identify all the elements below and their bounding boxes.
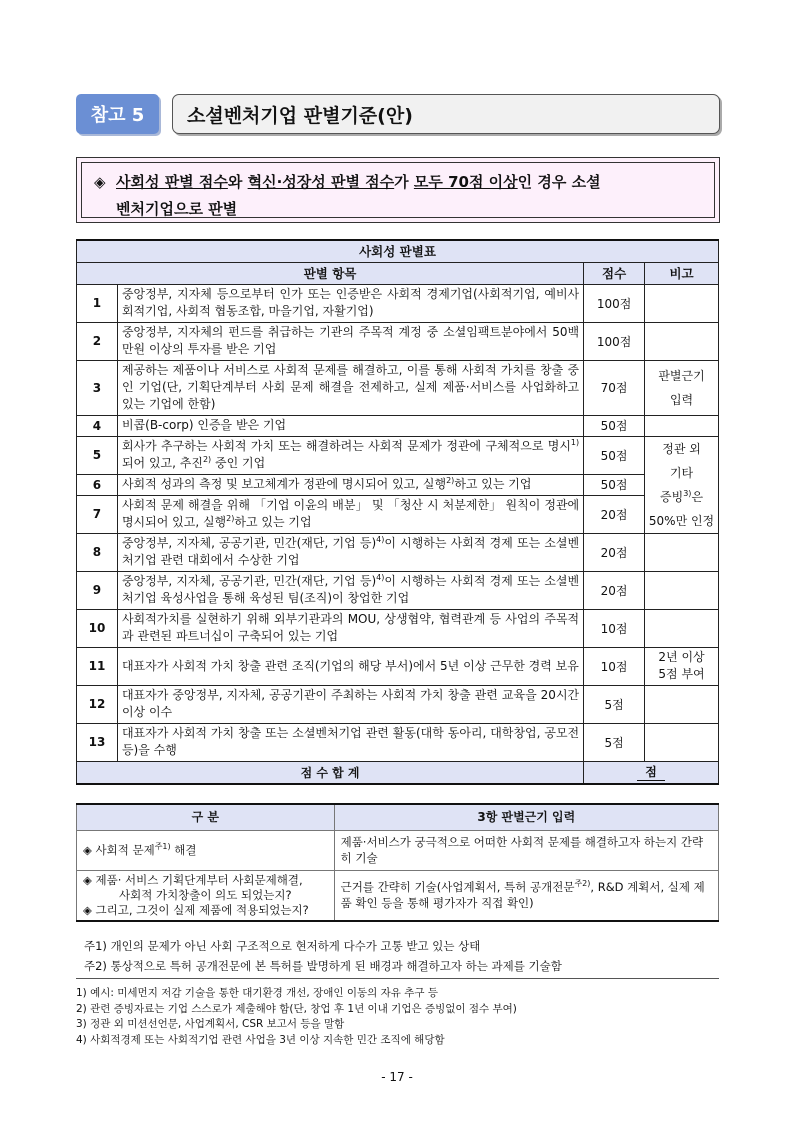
row-text — [117, 571, 583, 609]
table-row — [77, 571, 719, 609]
footnote-ref: 4) — [376, 535, 385, 544]
footnote-line: 3) 정관 외 미션선언문, 사업계획서, CSR 보고서 등을 말함 — [76, 1018, 345, 1030]
row-score: 100점 — [584, 284, 645, 322]
table-row — [77, 284, 719, 322]
footnote-ref: 2) — [226, 514, 235, 523]
table-row — [77, 647, 719, 685]
row-text-part: 이 시행하는 사회적 경제 또는 소셜벤처기업 육성사업을 통해 육성된 팀(조직)이 창업한 기업 — [121, 574, 580, 605]
row-number: 13 — [77, 723, 118, 761]
table-row — [77, 415, 719, 436]
row-number: 7 — [77, 495, 118, 533]
callout-text: 가 — [394, 173, 414, 191]
note-text: 50%만 인정 — [648, 513, 715, 528]
row-text — [117, 533, 583, 571]
criteria-callout — [76, 157, 720, 223]
category-text: ◈ 그리고, 그것이 실제 제품에 적용되었는지? — [83, 902, 309, 917]
callout-innovation-score: 혁신·성장성 판별 점수 — [247, 173, 395, 191]
category-text: ◈ 제품· 서비스 기획단계부터 사회문제해결, — [83, 872, 303, 887]
row-text — [117, 495, 583, 533]
total-label: 점 수 합 계 — [77, 761, 584, 784]
table-row — [77, 533, 719, 571]
footnote-line: 2) 관련 증빙자료는 기업 스스로가 제출해야 함(단, 창업 후 1년 이내 기업은 증빙없이 점수 부여) — [76, 1002, 517, 1015]
input-text: 근거를 간략히 기술(사업계획서, 특허 공개전문 — [340, 880, 575, 894]
row-input: 제품·서비스가 궁극적으로 어떠한 사회적 문제를 해결하고자 하는지 간략히 기술 — [334, 830, 718, 870]
footnote-ref: 2) — [202, 455, 212, 464]
row-text-part: 하고 있는 기업 — [454, 477, 532, 491]
col-header-item: 판별 항목 — [77, 262, 584, 284]
row-note — [645, 571, 719, 609]
row-score: 50점 — [584, 474, 645, 495]
row-note — [645, 322, 719, 360]
row-input — [334, 870, 718, 921]
footnote-ref: 2) — [446, 476, 455, 485]
table-row — [77, 360, 719, 415]
row-number: 5 — [77, 436, 118, 474]
row-text-part: 되어 있고, 추진 — [121, 456, 203, 470]
row-number: 2 — [77, 322, 118, 360]
criteria-input-table — [76, 803, 719, 922]
note-text: 판별근기 — [658, 368, 705, 383]
row-score: 20점 — [584, 533, 645, 571]
callout-social-score: 사회성 판별 점수 — [116, 173, 228, 191]
table-row — [77, 870, 719, 921]
row-number: 10 — [77, 609, 118, 647]
table-row — [77, 436, 719, 474]
footnote-ref: 1) — [570, 438, 580, 447]
table-row — [77, 830, 719, 870]
row-category — [77, 830, 335, 870]
table-notes — [84, 936, 562, 976]
note-text: 정관 외 — [662, 441, 701, 456]
col-header-category: 구 분 — [77, 804, 335, 830]
note-text: 5점 부여 — [658, 667, 705, 681]
reference-badge: 참고 5 — [76, 94, 159, 134]
callout-threshold: 모두 70점 이상 — [413, 173, 518, 191]
row-text-part: 중앙정부, 지자체, 공공기관, 민간(재단, 기업 등) — [121, 536, 377, 550]
row-note — [645, 436, 719, 533]
row-number: 12 — [77, 685, 118, 723]
row-text: 중앙정부, 지자체 등으로부터 인가 또는 인증받은 사회적 경제기업(사회적기업, 예비사회적기업, 사회적 협동조합, 마을기업, 자활기업) — [117, 284, 583, 322]
row-text-part: 회사가 추구하는 사회적 가치 또는 해결하려는 사회적 문제가 정관에 구체적으로 명시 — [121, 439, 571, 453]
footnote-ref: 4) — [376, 573, 385, 582]
footnote-line: 4) 사회적경제 또는 사회적기업 관련 사업을 3년 이상 지속한 민간 조직에 해당함 — [76, 1033, 445, 1046]
col-header-score: 점수 — [584, 262, 645, 284]
note-text: 은 — [691, 489, 704, 504]
row-score: 70점 — [584, 360, 645, 415]
row-score: 50점 — [584, 436, 645, 474]
footnote-ref: 주2) — [574, 879, 591, 889]
row-number: 1 — [77, 284, 118, 322]
table-row — [77, 322, 719, 360]
row-text — [117, 474, 583, 495]
row-text-part: 사회적 성과의 측정 및 보고체계가 정관에 명시되어 있고, 실행 — [121, 477, 447, 491]
note-text: 입력 — [669, 392, 694, 407]
row-note — [645, 647, 719, 685]
row-text — [117, 436, 583, 474]
callout-text: 와 — [227, 173, 248, 191]
row-text-part: 하고 있는 기업 — [234, 515, 312, 529]
row-category — [77, 870, 335, 921]
input-text: , R&D 계획서, 실제 제품 확인 등을 통해 평가자가 직접 확인) — [340, 880, 705, 910]
row-text-part: 중인 기업 — [211, 456, 266, 470]
row-note — [645, 284, 719, 322]
col-header-note: 비고 — [645, 262, 719, 284]
row-text: 대표자가 사회적 가치 창출 관련 조직(기업의 해당 부서)에서 5년 이상 근무한 경력 보유 — [117, 647, 583, 685]
diamond-bullet-icon: ◈ — [94, 173, 106, 191]
category-text: 사회적 가치창출이 의도 되었는지? — [118, 887, 292, 902]
row-note — [645, 360, 719, 415]
note-line: 주2) 통상적으로 특허 공개전문에 본 특허를 발명하게 된 배경과 해결하고자 하는 과제를 기술함 — [84, 959, 562, 973]
row-score: 20점 — [584, 495, 645, 533]
row-score: 5점 — [584, 723, 645, 761]
table-row — [77, 495, 719, 533]
row-text: 대표자가 사회적 가치 창출 또는 소셜벤처기업 관련 활동(대학 동아리, 대학창업, 공모전 등)을 수행 — [117, 723, 583, 761]
row-number: 4 — [77, 415, 118, 436]
page-number: - 17 - — [381, 1070, 413, 1084]
category-text: 해결 — [170, 842, 197, 857]
note-text: 증빙 — [660, 489, 684, 504]
table-title: 사회성 판별표 — [77, 240, 719, 262]
row-score: 20점 — [584, 571, 645, 609]
callout-line2: 벤처기업으로 판별 — [116, 200, 238, 218]
col-header-input: 3항 판별근기 입력 — [334, 804, 718, 830]
row-text-part: 중앙정부, 지자체, 공공기관, 민간(재단, 기업 등) — [121, 574, 377, 588]
note-text: 기타 — [669, 465, 694, 480]
footnote-ref: 주1) — [154, 841, 171, 851]
row-note — [645, 533, 719, 571]
row-text: 비콥(B-corp) 인증을 받은 기업 — [117, 415, 583, 436]
social-evaluation-table — [76, 239, 719, 785]
table-row — [77, 609, 719, 647]
row-score: 50점 — [584, 415, 645, 436]
total-value: 점 — [637, 763, 665, 781]
row-score: 10점 — [584, 609, 645, 647]
row-number: 9 — [77, 571, 118, 609]
row-note — [645, 609, 719, 647]
row-text: 제공하는 제품이나 서비스로 사회적 문제를 해결하고, 이를 통해 사회적 가치를 창출 중인 기업(단, 기획단계부터 사회 문제 해결을 전제하고, 실제 제품·서비스를 사업화하고 있는 기업에 한함) — [117, 360, 583, 415]
page-title: 소셜벤처기업 판별기준(안) — [172, 94, 720, 134]
note-line: 주1) 개인의 문제가 아닌 사회 구조적으로 현저하게 다수가 고통 받고 있는 상태 — [84, 939, 481, 953]
row-text: 대표자가 중앙정부, 지자체, 공공기관이 주최하는 사회적 가치 창출 관련 교육을 20시간 이상 이수 — [117, 685, 583, 723]
row-text-part: 이 시행하는 사회적 경제 또는 소셜벤처기업 관련 대회에서 수상한 기업 — [121, 536, 580, 567]
callout-text: 인 경우 소셜 — [517, 173, 601, 191]
footnote-line: 1) 예시: 미세먼지 저감 기술을 통한 대기환경 개선, 장애인 이동의 자유 추구 등 — [76, 987, 438, 999]
row-note — [645, 723, 719, 761]
note-text: 2년 이상 — [658, 650, 705, 664]
table-row — [77, 474, 719, 495]
footnote-divider — [76, 978, 719, 979]
table-row — [77, 723, 719, 761]
footnotes — [76, 986, 517, 1048]
row-score: 5점 — [584, 685, 645, 723]
table-row — [77, 685, 719, 723]
row-text-part: 사회적 문제 해결을 위해 「기업 이윤의 배분」 및 「청산 시 처분제한」 원칙이 정관에 명시되어 있고, 실행 — [121, 498, 580, 529]
footnote-ref: 3) — [683, 488, 692, 498]
row-text: 사회적가치를 실현하기 위해 외부기관과의 MOU, 상생협약, 협력관계 등 사업의 주목적과 관련된 파트너십이 구축되어 있는 기업 — [117, 609, 583, 647]
row-note — [645, 415, 719, 436]
row-score: 10점 — [584, 647, 645, 685]
row-score: 100점 — [584, 322, 645, 360]
section-header — [76, 94, 720, 134]
total-value-cell — [584, 761, 719, 784]
row-number: 6 — [77, 474, 118, 495]
category-text: ◈ 사회적 문제 — [83, 842, 155, 857]
row-number: 11 — [77, 647, 118, 685]
row-note — [645, 685, 719, 723]
row-number: 3 — [77, 360, 118, 415]
row-number: 8 — [77, 533, 118, 571]
row-text: 중앙정부, 지자체의 펀드를 취급하는 기관의 주목적 계정 중 소셜임팩트분야에서 50백만원 이상의 투자를 받은 기업 — [117, 322, 583, 360]
